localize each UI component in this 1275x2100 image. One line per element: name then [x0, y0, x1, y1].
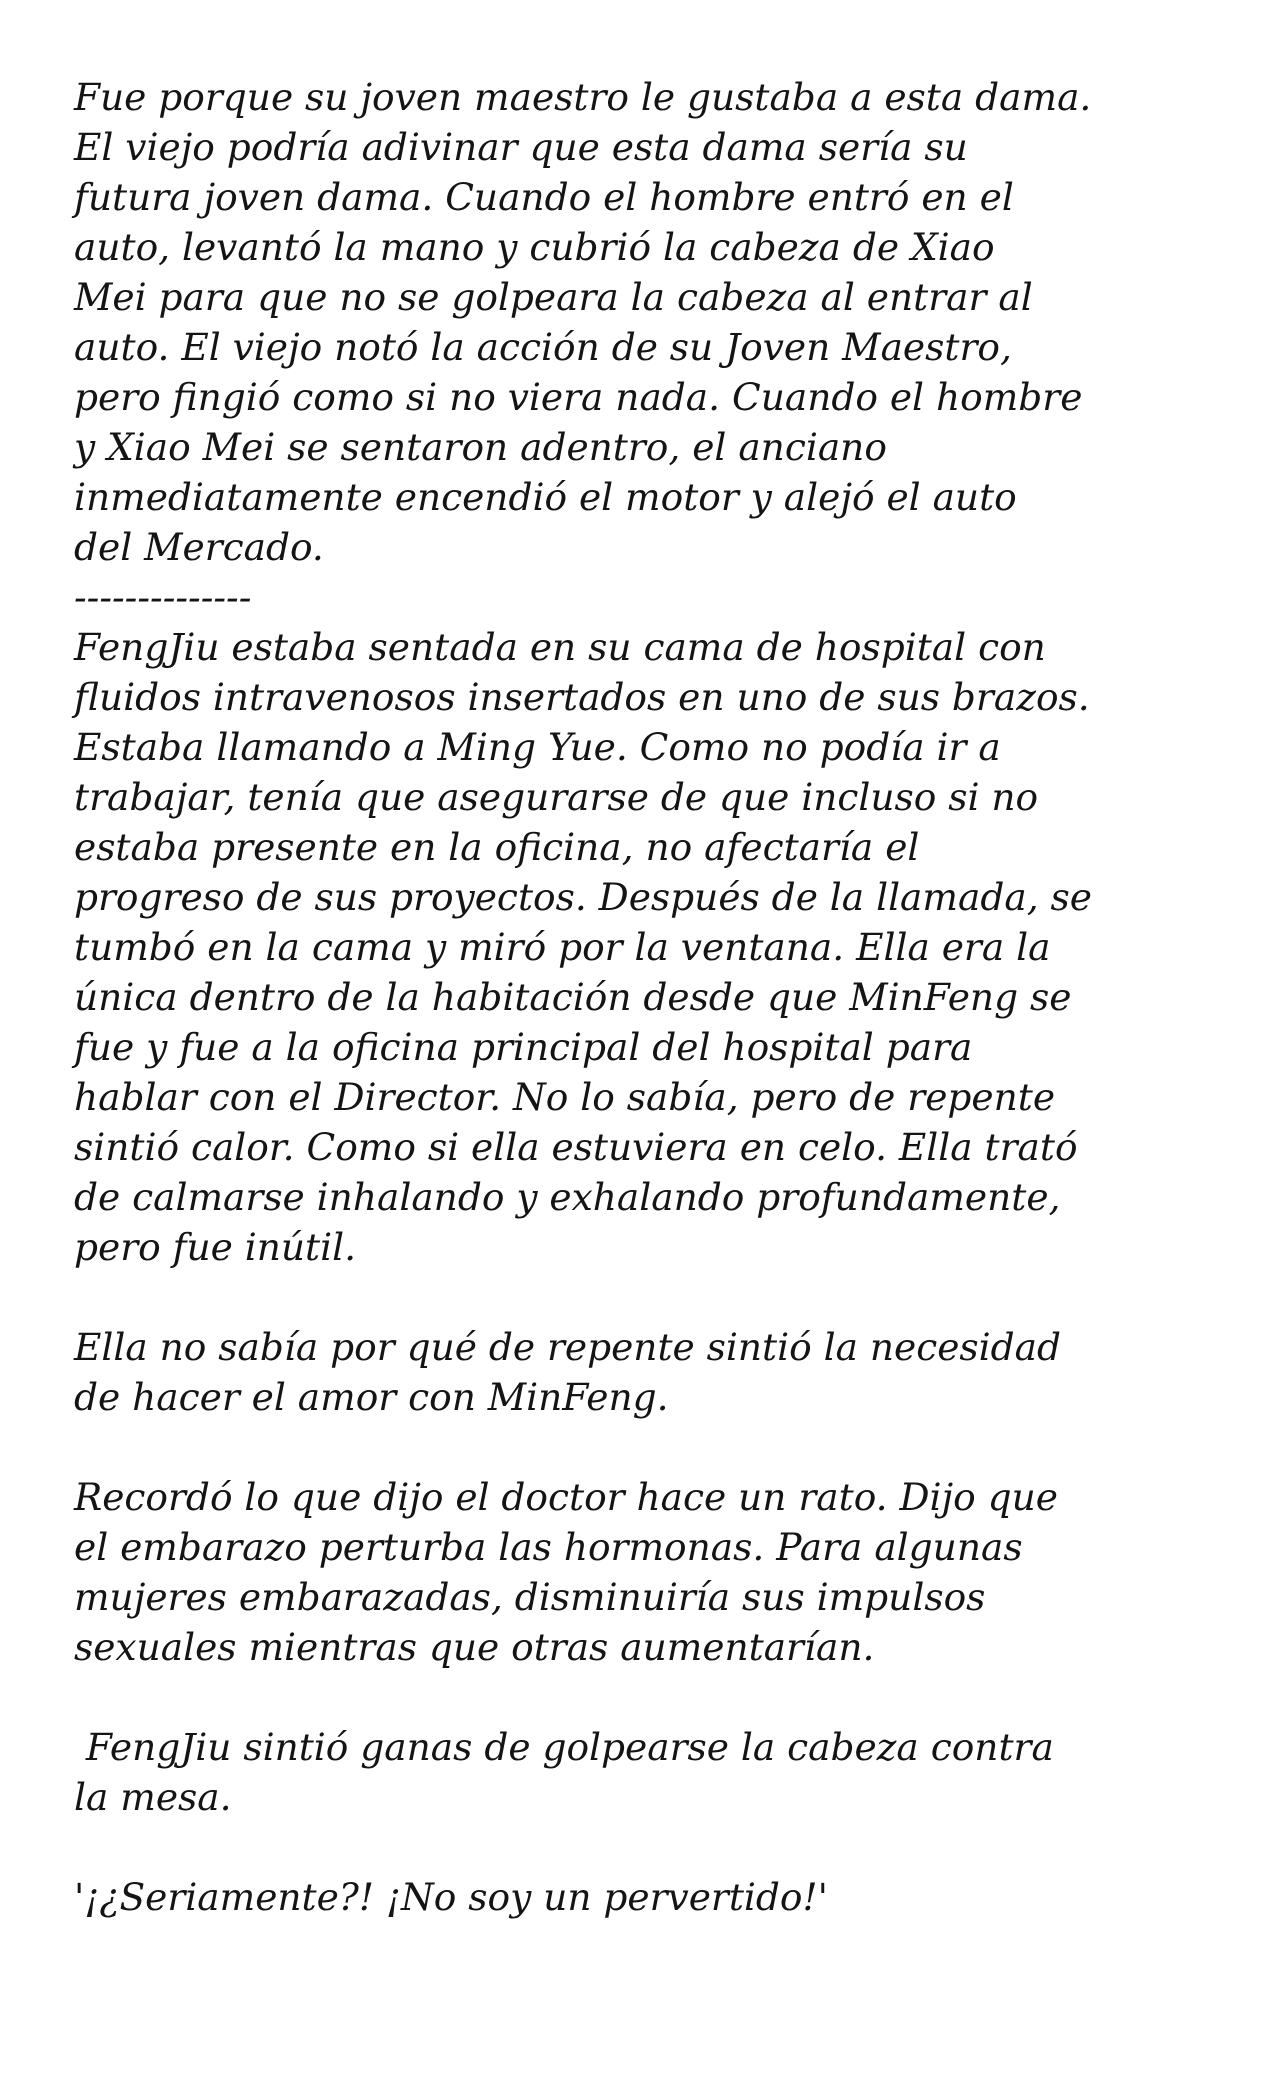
paragraph-4: [74, 1472, 1224, 1672]
paragraph-6: [74, 1872, 1224, 1922]
text-line: de hacer el amor con MinFeng.: [74, 1375, 669, 1419]
text-line: hablar con el Director. No lo sabía, pero de repente: [74, 1075, 1056, 1119]
text-line: Mei para que no se golpeara la cabeza al entrar al: [74, 275, 1033, 319]
text-line: progreso de sus proyectos. Después de la llamada, se: [74, 875, 1092, 919]
text-line: sintió calor. Como si ella estuviera en celo. Ella trató: [74, 1125, 1078, 1169]
text-line: futura joven dama. Cuando el hombre entró en el: [74, 175, 1014, 219]
text-line: Estaba llamando a Ming Yue. Como no podía ir a: [74, 725, 1001, 769]
text-line: FengJiu sintió ganas de golpearse la cabeza contra: [74, 1725, 1054, 1769]
text-line: FengJiu estaba sentada en su cama de hospital con: [74, 625, 1046, 669]
text-line: mujeres embarazadas, disminuiría sus impulsos: [74, 1575, 986, 1619]
text-line: fluidos intravenosos insertados en uno de sus brazos.: [74, 675, 1090, 719]
text-line: pero fue inútil.: [74, 1225, 357, 1269]
text-line: El viejo podría adivinar que esta dama sería su: [74, 125, 968, 169]
text-line: inmediatamente encendió el motor y alejó el auto: [74, 475, 1017, 519]
paragraph-5: [74, 1722, 1224, 1822]
text-line: única dentro de la habitación desde que MinFeng se: [74, 975, 1072, 1019]
text-line: del Mercado.: [74, 525, 324, 569]
text-line: tumbó en la cama y miró por la ventana. Ella era la: [74, 925, 1051, 969]
paragraph-1: [74, 72, 1224, 572]
text-line: estaba presente en la oficina, no afectaría el: [74, 825, 920, 869]
text-line: pero fingió como si no viera nada. Cuando el hombre: [74, 375, 1083, 419]
paragraph-gap: [74, 1422, 1224, 1472]
text-line: fue y fue a la oficina principal del hospital para: [74, 1025, 973, 1069]
paragraph-gap: [74, 1822, 1224, 1872]
text-line: Recordó lo que dijo el doctor hace un rato. Dijo que: [74, 1475, 1058, 1519]
paragraph-gap: [74, 1672, 1224, 1722]
text-line: auto. El viejo notó la acción de su Joven Maestro,: [74, 325, 1012, 369]
text-line: sexuales mientras que otras aumentarían.: [74, 1625, 875, 1669]
text-line: y Xiao Mei se sentaron adentro, el anciano: [74, 425, 887, 469]
text-line: auto, levantó la mano y cubrió la cabeza de Xiao: [74, 225, 995, 269]
text-line: '¡¿Seriamente?! ¡No soy un pervertido!': [74, 1875, 828, 1919]
document-body: [74, 72, 1224, 1922]
section-separator: --------------: [74, 575, 252, 619]
text-line: Fue porque su joven maestro le gustaba a esta dama.: [74, 75, 1092, 119]
paragraph-3: [74, 1322, 1224, 1422]
text-line: Ella no sabía por qué de repente sintió la necesidad: [74, 1325, 1061, 1369]
text-line: de calmarse inhalando y exhalando profundamente,: [74, 1175, 1061, 1219]
paragraph-2: [74, 622, 1224, 1272]
text-line: la mesa.: [74, 1775, 232, 1819]
paragraph-gap: [74, 1272, 1224, 1322]
text-line: trabajar, tenía que asegurarse de que incluso si no: [74, 775, 1039, 819]
text-line: el embarazo perturba las hormonas. Para algunas: [74, 1525, 1023, 1569]
